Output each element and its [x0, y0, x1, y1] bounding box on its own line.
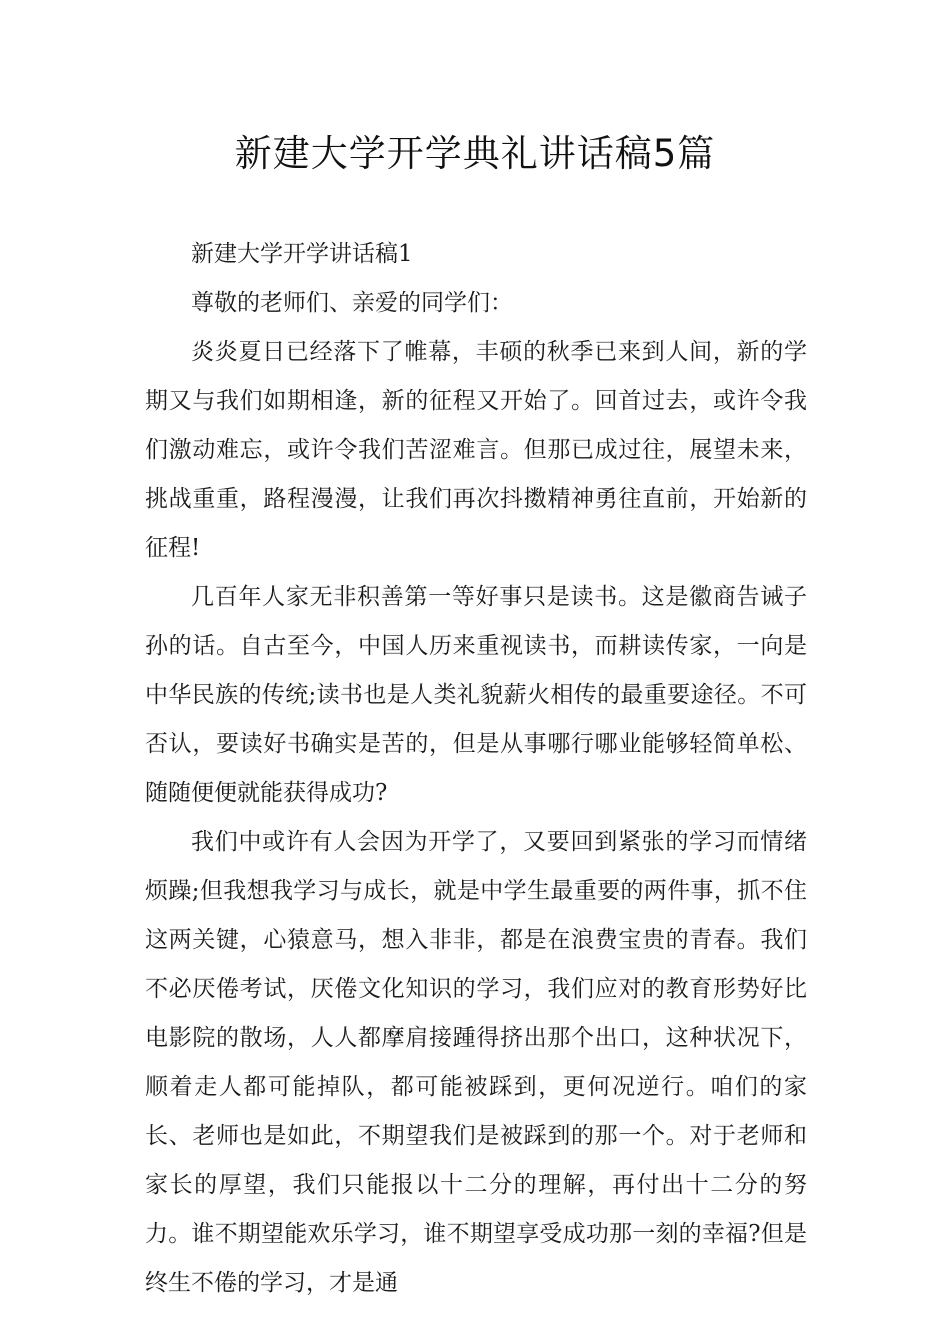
salutation: 尊敬的老师们、亲爱的同学们： [191, 290, 513, 316]
paragraph-2: 几百年人家无非积善第一等好事只是读书。这是徽商告诫子孙的话。自古至今，中国人历来重视读书，而耕读传家，一向是中华民族的传统;读书也是人类礼貌薪火相传的最重要途径。不可否认，要读好书确实是苦的，但是从事哪行哪业能够轻简单松、随随便便就能获得成功? [145, 584, 807, 806]
paragraph-1: 炎炎夏日已经落下了帷幕，丰硕的秋季已来到人间，新的学期又与我们如期相逢，新的征程又开始了。回首过去，或许令我们激动难忘，或许令我们苦涩难言。但那已成过往，展望未来，挑战重重，路程漫漫，让我们再次抖擞精神勇往直前，开始新的征程! [145, 339, 807, 561]
paragraph-3: 我们中或许有人会因为开学了，又要回到紧张的学习而情绪烦躁;但我想我学习与成长，就是中学生最重要的两件事，抓不住这两关键，心猿意马，想入非非，都是在浪费宝贵的青春。我们不必厌倦考试，厌倦文化知识的学习，我们应对的教育形势好比电影院的散场，人人都摩肩接踵得挤出那个出口，这种状况下，顺着走人都可能掉队，都可能被踩到，更何况逆行。咱们的家长、老师也是如此，不期望我们是被踩到的那一个。对于老师和家长的厚望，我们只能报以十二分的理解，再付出十二分的努力。谁不期望能欢乐学习，谁不期望享受成功那一刻的幸福?但是终生不倦的学习，才是通 [145, 829, 807, 1296]
section-heading: 新建大学开学讲话稿1 [191, 241, 413, 267]
document-body [145, 230, 807, 1308]
document-title: 新建大学开学典礼讲话稿5篇 [234, 132, 716, 175]
